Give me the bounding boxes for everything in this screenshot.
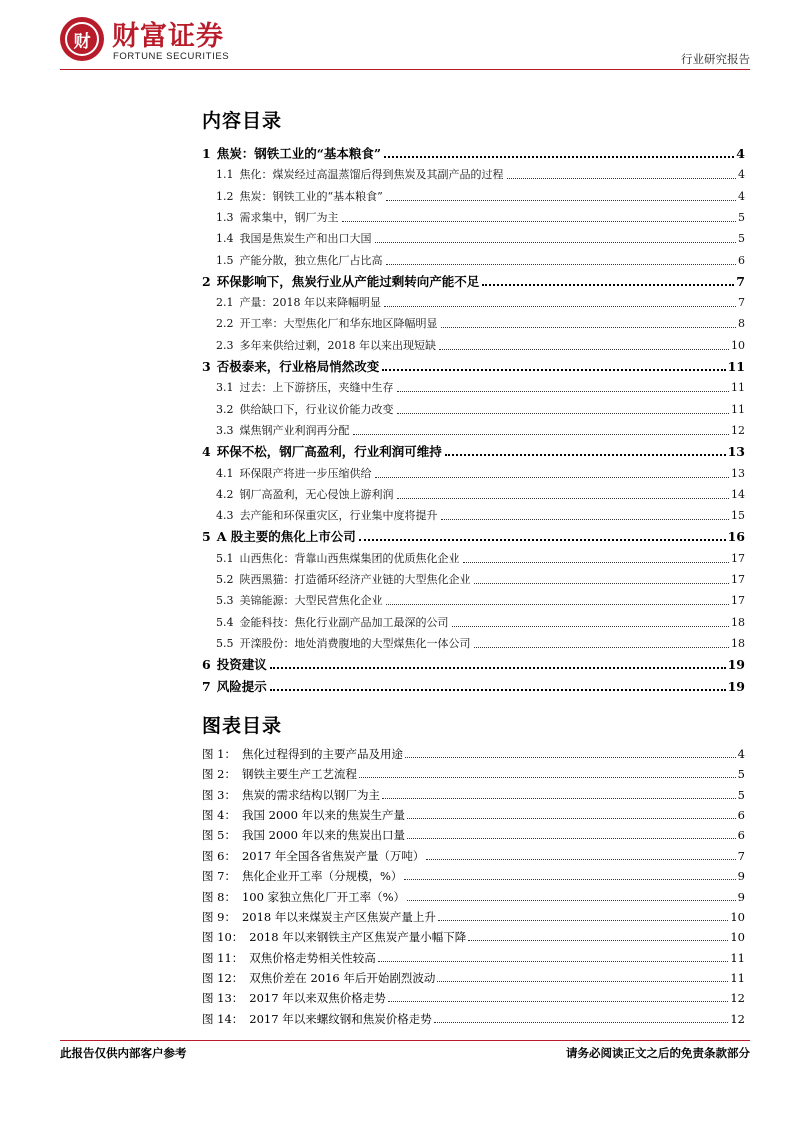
toc-dot-leader <box>386 604 730 605</box>
figure-entry[interactable] <box>202 845 745 864</box>
toc-entry-page: 13 <box>727 444 745 460</box>
toc-chapter-entry[interactable] <box>202 675 745 695</box>
footer-disclaimer: 此报告仅供内部客户参考 <box>60 1046 187 1060</box>
figure-entry-number: 图 1： <box>202 747 236 761</box>
figure-entry-title: 焦炭的需求结构以钢厂为主 <box>241 787 380 802</box>
figure-dot-leader <box>407 818 736 819</box>
figure-entry[interactable] <box>202 804 745 823</box>
toc-entry-title: 我国是焦炭生产和出口大国 <box>239 232 372 246</box>
figure-entry-number: 图 6： <box>202 848 236 863</box>
toc-entry-title: 煤焦钢产业利润再分配 <box>239 423 350 437</box>
figure-entry-number: 图 11： <box>202 950 244 965</box>
footer-terms-note: 请务必阅读正文之后的免责条款部分 <box>566 1046 750 1060</box>
toc-entry-page: 11 <box>731 402 745 416</box>
toc-entry-title: 供给缺口下，行业议价能力改变 <box>239 402 394 416</box>
figure-entry-number: 图 13： <box>202 991 244 1006</box>
toc-dot-leader <box>382 369 725 371</box>
toc-entry-title: 否极泰来，行业格局悄然改变 <box>216 359 380 374</box>
toc-entry-page: 19 <box>727 678 745 694</box>
toc-entry-number: 7 <box>202 678 211 694</box>
figure-entry-number: 图 12： <box>202 970 244 985</box>
toc-section-entry[interactable] <box>216 334 745 354</box>
toc-dot-leader <box>386 200 736 201</box>
toc-dot-leader <box>441 519 730 520</box>
figure-entry-title: 2018 年以来钢铁主产区焦炭产量小幅下降 <box>249 930 467 945</box>
toc-entry-page: 17 <box>731 551 745 565</box>
toc-dot-leader <box>359 539 726 541</box>
figure-entry-title: 我国 2000 年以来的焦炭出口量 <box>241 828 406 843</box>
figure-entry-title: 钢铁主要生产工艺流程 <box>241 767 357 782</box>
figure-dot-leader <box>382 798 736 799</box>
toc-entry-page: 6 <box>738 253 745 267</box>
toc-entry-page: 13 <box>731 466 745 480</box>
figure-entry[interactable] <box>202 763 745 782</box>
figure-dot-leader <box>434 1022 729 1023</box>
toc-entry-number: 2.3 <box>216 338 234 352</box>
toc-section-entry[interactable] <box>216 163 745 183</box>
figure-entry-title: 焦化过程得到的主要产品及用途 <box>241 747 403 761</box>
toc-dot-leader <box>375 242 737 243</box>
toc-entry-page: 7 <box>738 296 745 310</box>
toc-entry-number: 5 <box>202 529 211 545</box>
toc-entry-title: 环保影响下，焦炭行业从产能过剩转向产能不足 <box>216 273 480 289</box>
figure-entry[interactable] <box>202 824 745 843</box>
toc-entry-page: 4 <box>738 168 745 182</box>
toc-dot-leader <box>270 689 726 691</box>
toc-section-entry[interactable] <box>216 632 745 652</box>
toc-entry-number: 1.3 <box>216 210 234 224</box>
toc-entry-page: 11 <box>727 359 745 374</box>
figure-entry-number: 图 3： <box>202 787 236 802</box>
toc-chapter-entry[interactable] <box>202 440 745 460</box>
toc-section-entry[interactable] <box>216 568 745 588</box>
toc-dot-leader <box>482 284 734 286</box>
toc-dot-leader <box>386 264 737 265</box>
toc-entry-page: 19 <box>727 657 745 673</box>
toc-entry-page: 7 <box>736 273 745 289</box>
toc-section-entry[interactable] <box>216 589 745 609</box>
toc-entry-title: 开滦股份：地处消费腹地的大型煤焦化一体公司 <box>239 636 471 650</box>
toc-entry-number: 3.3 <box>216 423 234 437</box>
toc-entry-page: 14 <box>731 487 745 501</box>
figure-dot-leader <box>388 1001 729 1002</box>
toc-dot-leader <box>353 434 730 435</box>
toc-section-entry[interactable] <box>216 398 745 418</box>
toc-dot-leader <box>342 221 737 222</box>
toc-entry-number: 2 <box>202 273 211 289</box>
figure-entry-page: 4 <box>737 747 745 761</box>
brand-name-en: FORTUNE SECURITIES <box>113 51 230 62</box>
toc-section-entry[interactable] <box>216 611 745 631</box>
toc-section-entry[interactable] <box>216 419 745 439</box>
toc-entry-title: 环保限产将进一步压缩供给 <box>239 466 372 480</box>
toc-entry-title: 去产能和环保重灾区，行业集中度将提升 <box>239 509 438 523</box>
figure-entry[interactable] <box>202 743 745 762</box>
figure-dot-leader <box>468 940 728 941</box>
toc-entry-number: 4.1 <box>216 466 234 480</box>
toc-entry-number: 3.1 <box>216 381 234 395</box>
toc-dot-leader <box>474 647 730 648</box>
figure-entry-number: 图 7： <box>202 869 236 884</box>
toc-entry-title: 环保不松，钢厂高盈利，行业利润可维持 <box>216 444 442 460</box>
toc-entry-page: 5 <box>738 232 745 246</box>
toc-dot-leader <box>441 327 737 328</box>
toc-chapter-entry[interactable] <box>202 355 745 375</box>
brand-emblem-icon <box>60 17 104 61</box>
toc-entry-number: 1.4 <box>216 232 234 246</box>
figure-dot-leader <box>359 777 736 778</box>
toc-entry-page: 17 <box>731 573 745 586</box>
report-type-label: 行业研究报告 <box>681 52 750 66</box>
toc-entry-title: 产量：2018 年以来降幅明显 <box>239 296 381 310</box>
toc-entry-title: 美锦能源：大型民营焦化企业 <box>239 594 383 608</box>
toc-section-entry[interactable] <box>216 376 745 396</box>
figures-title: 图表目录 <box>202 715 283 737</box>
toc-section-entry[interactable] <box>216 483 745 503</box>
figure-entry-number: 图 10： <box>202 930 244 945</box>
figure-entry-title: 2017 年全国各省焦炭产量（万吨） <box>241 848 425 863</box>
figure-entry-page: 7 <box>737 848 745 863</box>
toc-entry-page: 12 <box>731 423 745 437</box>
figure-dot-leader <box>426 859 735 860</box>
toc-dot-leader <box>463 562 730 563</box>
toc-chapter-entry[interactable] <box>202 270 745 290</box>
figure-dot-leader <box>407 900 736 901</box>
figure-entry-title: 双焦价格走势相关性较高 <box>249 950 376 965</box>
figure-entry-title: 100 家独立焦化厂开工率（%） <box>241 889 406 904</box>
toc-section-entry[interactable] <box>216 547 745 567</box>
toc-entry-number: 1 <box>202 146 211 161</box>
toc-chapter-entry[interactable] <box>202 525 745 545</box>
toc-entry-title: 产能分散，独立焦化厂占比高 <box>239 253 383 267</box>
toc-entry-title: 钢厂高盈利，无心侵蚀上游利润 <box>239 487 394 501</box>
figure-dot-leader <box>438 920 728 921</box>
figure-entry-title: 双焦价差在 2016 年后开始剧烈波动 <box>249 970 436 985</box>
toc-dot-leader <box>397 498 730 499</box>
figure-entry[interactable] <box>202 947 745 966</box>
toc-dot-leader <box>384 306 736 307</box>
figure-entry-title: 2017 年以来双焦价格走势 <box>249 991 386 1006</box>
toc-entry-page: 17 <box>731 594 745 608</box>
toc-entry-title: 投资建议 <box>216 657 267 673</box>
figure-entry-page: 11 <box>730 950 745 965</box>
toc-entry-title: 多年来供给过剩，2018 年以来出现短缺 <box>239 338 436 352</box>
figure-entry-number: 图 14： <box>202 1011 244 1026</box>
figure-entry-page: 5 <box>737 787 745 802</box>
figure-entry-title: 2018 年以来煤炭主产区焦炭产量上升 <box>241 909 436 924</box>
toc-chapter-entry[interactable] <box>202 653 745 673</box>
page-header <box>60 14 750 74</box>
figure-entry-title: 焦化企业开工率（分规模，%） <box>241 869 403 884</box>
toc-entry-number: 3 <box>202 359 211 374</box>
toc-entry-page: 18 <box>731 636 745 650</box>
toc-entry-number: 5.3 <box>216 594 234 608</box>
toc-entry-page: 4 <box>738 189 745 203</box>
toc-dot-leader <box>397 413 730 414</box>
toc-section-entry[interactable] <box>216 185 745 205</box>
toc-entry-number: 6 <box>202 657 211 673</box>
figure-entry-number: 图 8： <box>202 889 236 904</box>
toc-entry-title: 陕西黑猫：打造循环经济产业链的大型焦化企业 <box>239 573 471 586</box>
figure-entry-number: 图 9： <box>202 909 236 924</box>
toc-entry-page: 11 <box>731 381 745 395</box>
toc-entry-title: 需求集中，钢厂为主 <box>239 210 339 224</box>
toc-dot-leader <box>384 156 734 158</box>
figure-dot-leader <box>404 879 735 880</box>
figure-entry[interactable] <box>202 1008 745 1027</box>
figure-dot-leader <box>437 981 728 982</box>
toc-entry-number: 5.2 <box>216 573 234 586</box>
toc-entry-page: 18 <box>731 615 745 629</box>
toc-entry-page: 8 <box>738 317 745 331</box>
toc-entry-number: 5.1 <box>216 551 234 565</box>
figure-entry-page: 6 <box>737 808 745 823</box>
figure-entry-page: 11 <box>730 970 745 985</box>
toc-entry-number: 4.2 <box>216 487 234 501</box>
toc-dot-leader <box>445 454 726 456</box>
toc-entry-number: 1.1 <box>216 168 234 182</box>
figure-entry[interactable] <box>202 865 745 884</box>
toc-entry-number: 5.5 <box>216 636 234 650</box>
figure-entry-page: 5 <box>737 767 745 782</box>
toc-entry-title: 山西焦化：背靠山西焦煤集团的优质焦化企业 <box>239 551 460 565</box>
toc-entry-number: 2.2 <box>216 317 234 331</box>
brand-emblem-glyph: 财 <box>65 22 99 56</box>
figure-entry-page: 9 <box>737 869 745 884</box>
figure-entry-page: 12 <box>730 1011 745 1026</box>
toc-entry-title: 焦化：煤炭经过高温蒸馏后得到焦炭及其副产品的过程 <box>239 168 504 182</box>
toc-entry-number: 2.1 <box>216 296 234 310</box>
toc-entry-title: 焦炭：钢铁工业的“基本粮食” <box>216 146 382 161</box>
figure-entry[interactable] <box>202 906 745 925</box>
figure-dot-leader <box>405 757 736 758</box>
figure-entry-number: 图 5： <box>202 828 236 843</box>
figure-entry-page: 12 <box>730 991 745 1006</box>
toc-entry-number: 1.5 <box>216 253 234 267</box>
figure-entry[interactable] <box>202 967 745 986</box>
toc-dot-leader <box>507 178 737 179</box>
toc-entry-number: 3.2 <box>216 402 234 416</box>
toc-dot-leader <box>270 667 726 669</box>
toc-entry-page: 10 <box>731 338 745 352</box>
figure-entry-number: 图 2： <box>202 767 236 782</box>
figure-entry-page: 10 <box>730 930 745 945</box>
figure-dot-leader <box>407 838 736 839</box>
figure-dot-leader <box>378 961 729 962</box>
toc-section-entry[interactable] <box>216 291 745 311</box>
figure-entry[interactable] <box>202 784 745 803</box>
figure-entry[interactable] <box>202 926 745 945</box>
figure-entry-number: 图 4： <box>202 808 236 823</box>
toc-entry-page: 15 <box>731 509 745 523</box>
toc-entry-title: 焦炭：钢铁工业的“基本粮食” <box>239 189 383 203</box>
toc-entry-number: 1.2 <box>216 189 234 203</box>
toc-dot-leader <box>375 477 730 478</box>
figure-entry-title: 2017 年以来螺纹钢和焦炭价格走势 <box>249 1011 432 1026</box>
footer-divider <box>60 1040 750 1041</box>
figure-entry[interactable] <box>202 987 745 1006</box>
toc-entry-title: 开工率：大型焦化厂和华东地区降幅明显 <box>239 317 438 331</box>
figure-entry-title: 我国 2000 年以来的焦炭生产量 <box>241 808 406 823</box>
toc-entry-page: 4 <box>736 146 745 161</box>
toc-entry-page: 5 <box>738 210 745 224</box>
toc-entry-title: A 股主要的焦化上市公司 <box>216 529 356 545</box>
toc-title: 内容目录 <box>202 110 283 132</box>
toc-section-entry[interactable] <box>216 504 745 524</box>
figure-entry-page: 10 <box>730 909 745 924</box>
toc-section-entry[interactable] <box>216 227 745 247</box>
toc-entry-page: 16 <box>727 529 745 545</box>
toc-entry-number: 5.4 <box>216 615 234 629</box>
toc-dot-leader <box>439 349 729 350</box>
toc-section-entry[interactable] <box>216 462 745 482</box>
toc-section-entry[interactable] <box>216 206 745 226</box>
header-divider <box>60 69 750 70</box>
toc-section-entry[interactable] <box>216 249 745 269</box>
toc-section-entry[interactable] <box>216 312 745 332</box>
toc-entry-title: 金能科技：焦化行业副产品加工最深的公司 <box>239 615 449 629</box>
toc-entry-number: 4 <box>202 444 211 460</box>
toc-dot-leader <box>474 583 730 584</box>
toc-chapter-entry[interactable] <box>202 142 745 162</box>
toc-dot-leader <box>452 626 730 627</box>
figure-entry[interactable] <box>202 886 745 905</box>
figure-entry-page: 6 <box>737 828 745 843</box>
figure-entry-page: 9 <box>737 889 745 904</box>
toc-entry-number: 4.3 <box>216 509 234 523</box>
toc-entry-title: 过去：上下游挤压，夹缝中生存 <box>239 381 394 395</box>
brand-name-cn: 财富证券 <box>112 21 224 52</box>
toc-dot-leader <box>397 391 730 392</box>
toc-entry-title: 风险提示 <box>216 678 267 694</box>
